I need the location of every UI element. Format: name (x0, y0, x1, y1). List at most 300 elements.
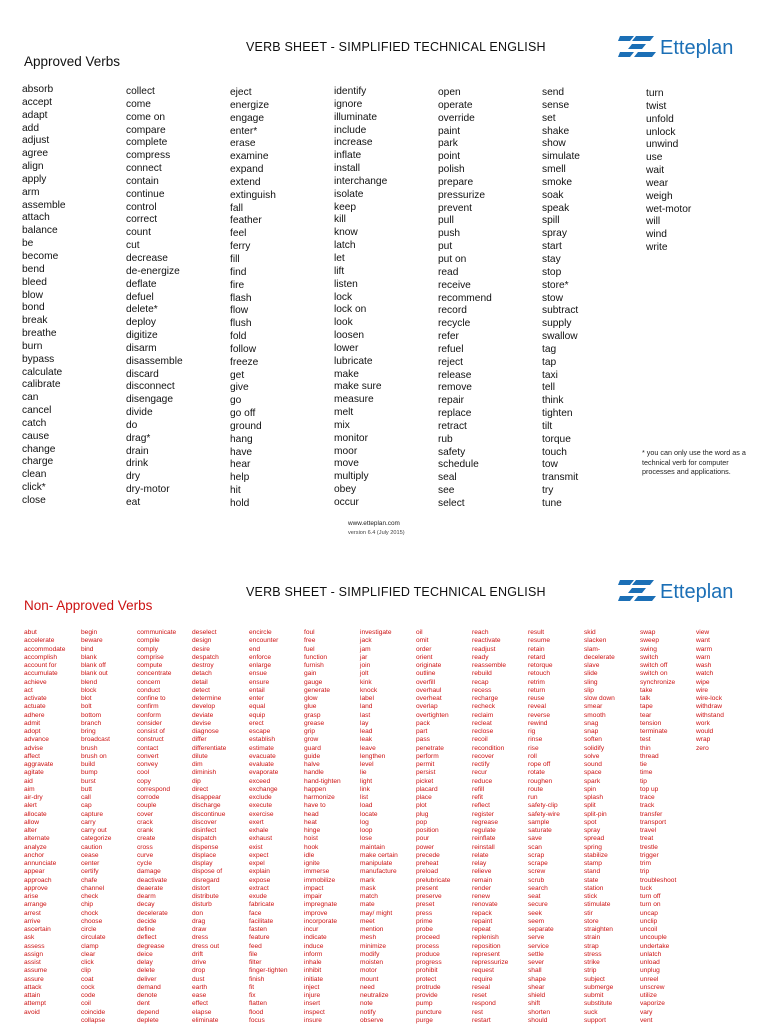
nonapproved-verb: degrease (137, 942, 165, 950)
nonapproved-verb: readjust (472, 645, 496, 653)
approved-verb: soak (542, 189, 564, 201)
approved-column-1 (22, 84, 66, 508)
nonapproved-verb: strain (584, 934, 601, 942)
nonapproved-verb: denote (137, 992, 158, 999)
approved-verb: ignore (334, 98, 363, 110)
nonapproved-verb: perform (416, 752, 439, 760)
approved-verb: store* (542, 279, 569, 291)
nonapproved-verb: maintain (360, 843, 385, 851)
nonapproved-verb: unscrew (640, 983, 665, 991)
nonapproved-verb: pump (416, 1000, 433, 1008)
nonapproved-verb: place (416, 794, 432, 801)
nonapproved-verb: unclip (640, 917, 658, 925)
nonapproved-verb: caution (81, 843, 103, 851)
approved-verb: hold (230, 498, 250, 509)
nonapproved-column-7 (360, 629, 398, 1024)
nonapproved-verb: submerge (584, 983, 614, 991)
nonapproved-verb: switch on (640, 670, 668, 678)
nonapproved-verb: ascertain (24, 926, 51, 933)
nonapproved-verb: impregnate (304, 901, 337, 909)
nonapproved-verb: secure (528, 901, 548, 909)
nonapproved-verb: pack (416, 719, 430, 727)
nonapproved-verb: enter (249, 695, 265, 702)
nonapproved-verb: evacuate (249, 752, 276, 760)
nonapproved-verb: suck (584, 1008, 598, 1016)
approved-verb: disassemble (126, 355, 183, 367)
approved-verb: start (542, 241, 562, 253)
approved-verb: smoke (542, 176, 573, 188)
nonapproved-verb: contact (137, 744, 159, 752)
nonapproved-verb: pass (416, 736, 430, 744)
nonapproved-verb: flatten (249, 1000, 267, 1008)
nonapproved-verb: depend (137, 1008, 160, 1016)
approved-verb: give (230, 382, 249, 394)
nonapproved-column-4 (192, 629, 226, 1024)
approved-verb: blow (22, 289, 43, 301)
nonapproved-verb: head (304, 810, 319, 818)
nonapproved-verb: result (528, 629, 545, 636)
nonapproved-verb: display (192, 860, 213, 867)
nonapproved-verb: unplug (640, 967, 660, 975)
approved-verb: examine (230, 151, 269, 163)
nonapproved-verb: uncoil (640, 926, 658, 933)
nonapproved-verb: refill (472, 785, 485, 793)
nonapproved-verb: inspect (304, 1008, 325, 1016)
nonapproved-verb: relieve (472, 868, 492, 876)
nonapproved-verb: renovate (472, 901, 498, 909)
approved-verb: put (438, 241, 453, 253)
approved-verb: loosen (334, 330, 365, 342)
approved-verb: wait (646, 165, 665, 177)
nonapproved-verb: sample (528, 818, 550, 826)
nonapproved-verb: make certain (360, 851, 398, 859)
nonapproved-verb: spot (584, 818, 597, 826)
nonapproved-verb: leak (360, 736, 373, 744)
nonapproved-verb: circle (81, 926, 97, 933)
approved-verb: let (334, 252, 345, 264)
nonapproved-verb: deplete (137, 1016, 159, 1024)
approved-verb: calculate (22, 366, 63, 378)
nonapproved-verb: jar (360, 653, 368, 661)
nonapproved-verb: erect (249, 719, 264, 727)
nonapproved-verb: tear (640, 711, 652, 719)
approved-verb: tell (542, 382, 556, 394)
nonapproved-verb: reposition (472, 942, 501, 950)
nonapproved-verb: crank (137, 827, 154, 834)
nonapproved-verb: restart (472, 1016, 491, 1024)
nonapproved-verb: represent (472, 950, 500, 958)
nonapproved-verb: affect (24, 752, 41, 760)
approved-verb: bend (22, 263, 45, 275)
nonapproved-verb: blank out (81, 670, 108, 678)
nonapproved-verb: subject (584, 975, 605, 983)
approved-verb: help (230, 472, 250, 484)
nonapproved-verb: grease (304, 719, 325, 727)
nonapproved-verb: alternate (24, 835, 50, 843)
approved-verb: can (22, 392, 39, 404)
nonapproved-verb: disregard (192, 876, 220, 884)
approved-verb: deploy (126, 317, 157, 329)
nonapproved-verb: ensure (249, 678, 270, 686)
approved-verb: tag (542, 343, 557, 355)
nonapproved-verb: corrode (137, 794, 160, 801)
approved-verb: fold (230, 331, 247, 343)
nonapproved-column-3 (137, 629, 176, 1024)
nonapproved-verb: fix (249, 992, 256, 999)
nonapproved-verb: rig (528, 728, 536, 735)
nonapproved-verb: talk (640, 695, 651, 702)
nonapproved-verb: shall (528, 967, 542, 975)
approved-verb: hit (230, 485, 241, 497)
approved-verb: breathe (22, 328, 57, 340)
nonapproved-verb: snag (584, 719, 599, 727)
nonapproved-verb: adopt (24, 728, 41, 735)
nonapproved-verb: adhere (24, 711, 45, 719)
nonapproved-verb: support (584, 1016, 606, 1024)
approved-column-3 (230, 87, 276, 511)
approved-verb: drain (126, 445, 149, 457)
nonapproved-verb: recess (472, 686, 492, 694)
nonapproved-verb: search (528, 884, 548, 892)
nonapproved-verb: inhibit (304, 967, 322, 975)
nonapproved-verb: discover (192, 818, 217, 826)
approved-verb: torque (542, 433, 571, 445)
approved-verb: align (22, 161, 44, 173)
approved-verb: dry-motor (126, 484, 170, 496)
approved-verb: go off (230, 408, 256, 420)
nonapproved-verb: induce (304, 942, 324, 950)
approved-verb: paint (438, 125, 461, 137)
nonapproved-verb: deviate (192, 711, 214, 719)
nonapproved-verb: halve (304, 761, 320, 768)
approved-verb: lift (334, 265, 345, 277)
nonapproved-verb: withdraw (696, 703, 723, 711)
approved-verb: catch (22, 417, 47, 429)
etteplan-logo-text: Etteplan (660, 580, 734, 603)
approved-verb: discard (126, 368, 159, 380)
nonapproved-verb: snap (584, 728, 599, 735)
nonapproved-verb: encircle (249, 629, 272, 636)
nonapproved-verb: save (528, 835, 542, 843)
nonapproved-verb: lead (360, 728, 373, 735)
nonapproved-verb: trestle (640, 843, 658, 851)
version-label: version 6.4 (July 2015) (348, 530, 405, 536)
nonapproved-verb: solve (584, 752, 600, 760)
nonapproved-verb: zero (696, 744, 709, 752)
nonapproved-verb: hook (304, 843, 319, 851)
nonapproved-verb: produce (416, 950, 440, 958)
nonapproved-verb: draw (192, 926, 207, 933)
approved-verb: twist (646, 100, 667, 112)
nonapproved-verb: splash (584, 794, 604, 801)
nonapproved-verb: accomplish (24, 653, 57, 661)
nonapproved-verb: render (472, 884, 492, 892)
nonapproved-verb: differentiate (192, 744, 227, 752)
nonapproved-verb: seat (528, 893, 541, 900)
nonapproved-verb: generate (304, 686, 331, 694)
nonapproved-verb: plug (416, 810, 429, 818)
approved-verb: break (22, 315, 48, 327)
nonapproved-verb: neutralize (360, 992, 389, 999)
nonapproved-verb: burst (81, 777, 96, 785)
nonapproved-verb: refit (472, 794, 483, 801)
nonapproved-verb: shorten (528, 1008, 550, 1016)
nonapproved-verb: deaerate (137, 884, 164, 892)
nonapproved-verb: load (360, 802, 373, 810)
nonapproved-verb: reassemble (472, 662, 507, 669)
nonapproved-verb: deice (137, 950, 153, 958)
nonapproved-verb: permit (416, 761, 435, 768)
approved-verb: dry (126, 471, 141, 483)
approved-verb: cut (126, 240, 140, 252)
nonapproved-verb: displace (192, 851, 217, 859)
nonapproved-verb: explain (249, 868, 270, 876)
approved-verb: adjust (22, 135, 50, 147)
nonapproved-verb: recheck (472, 703, 496, 711)
nonapproved-verb: present (416, 884, 438, 892)
approved-verb: polish (438, 164, 465, 176)
approved-verb: spray (542, 228, 567, 240)
approved-verb: cause (22, 430, 50, 442)
nonapproved-verb: grasp (304, 711, 321, 719)
nonapproved-verb: reinstall (472, 843, 495, 851)
nonapproved-verb: vaporize (640, 1000, 665, 1008)
nonapproved-verb: stick (584, 893, 598, 900)
nonapproved-verb: ease (192, 992, 207, 999)
nonapproved-verb: avoid (24, 1008, 40, 1016)
nonapproved-verb: recoil (472, 736, 488, 744)
nonapproved-verb: reseal (472, 983, 490, 991)
nonapproved-verb: picket (416, 777, 434, 785)
nonapproved-verb: withstand (696, 711, 724, 719)
approved-verb: arm (22, 186, 40, 198)
nonapproved-verb: route (528, 785, 544, 793)
nonapproved-verb: convert (137, 752, 159, 760)
nonapproved-verb: direct (192, 785, 209, 793)
nonapproved-verb: join (360, 662, 371, 669)
nonapproved-verb: circulate (81, 934, 106, 942)
nonapproved-verb: block (81, 686, 97, 694)
approved-verb: include (334, 124, 367, 136)
nonapproved-verb: proceed (416, 934, 440, 942)
nonapproved-verb: attain (24, 992, 41, 999)
nonapproved-verb: process (416, 942, 440, 950)
nonapproved-verb: foul (304, 629, 315, 636)
nonapproved-column-5 (249, 629, 288, 1024)
nonapproved-verb: mention (360, 926, 384, 933)
nonapproved-verb: penetrate (416, 744, 444, 752)
nonapproved-verb: jolt (360, 670, 369, 678)
nonapproved-verb: pour (416, 835, 430, 843)
nonapproved-verb: exchange (249, 785, 278, 793)
nonapproved-verb: register (472, 810, 494, 818)
nonapproved-verb: extract (249, 884, 269, 892)
approved-verb: multiply (334, 471, 369, 483)
approved-verb: delete* (126, 304, 158, 316)
nonapproved-verb: warn (696, 653, 711, 661)
nonapproved-verb: precede (416, 851, 440, 859)
nonapproved-verb: manipulate (360, 860, 393, 867)
nonapproved-verb: overlap (416, 703, 438, 711)
nonapproved-verb: transport (640, 818, 667, 826)
nonapproved-verb: actuate (24, 703, 46, 711)
nonapproved-verb: undertake (640, 942, 670, 950)
approved-verb: expand (230, 164, 264, 176)
nonapproved-verb: aim (24, 785, 35, 793)
approved-verb: subtract (542, 305, 579, 317)
nonapproved-verb: furnish (304, 662, 324, 669)
nonapproved-verb: consist of (137, 728, 165, 735)
nonapproved-verb: distort (192, 884, 210, 892)
approved-verb: do (126, 419, 138, 431)
approved-verb: bypass (22, 353, 55, 365)
approved-verb: fire (230, 279, 245, 291)
nonapproved-verb: chafe (81, 876, 98, 884)
nonapproved-verb: communicate (137, 629, 177, 636)
nonapproved-verb: reuse (528, 695, 545, 702)
nonapproved-verb: time (640, 769, 653, 777)
approved-verb: disengage (126, 394, 174, 406)
nonapproved-verb: air-dry (24, 794, 43, 801)
nonapproved-verb: mask (360, 884, 376, 892)
approved-verb: shake (542, 125, 570, 137)
nonapproved-verb: test (640, 736, 651, 744)
nonapproved-verb: decay (137, 901, 155, 909)
nonapproved-verbs-sheet (0, 560, 768, 1024)
nonapproved-verb: protrude (416, 983, 441, 991)
nonapproved-verb: land (360, 703, 373, 711)
nonapproved-verb: exhale (249, 827, 269, 834)
nonapproved-verb: match (360, 893, 378, 900)
nonapproved-verb: note (360, 1000, 373, 1008)
nonapproved-verb: position (416, 827, 439, 834)
nonapproved-verb: vent (640, 1016, 653, 1024)
nonapproved-verb: retrim (528, 678, 545, 686)
nonapproved-verb: scan (528, 843, 542, 851)
approved-verb: wear (646, 177, 669, 189)
nonapproved-verb: troubleshoot (640, 876, 677, 884)
nonapproved-verb: compute (137, 662, 163, 669)
approved-verb: try (542, 485, 554, 497)
approved-verb: stay (542, 253, 561, 265)
nonapproved-verb: grip (304, 728, 315, 735)
nonapproved-verb: bolt (81, 703, 92, 711)
nonapproved-verb: thread (640, 752, 659, 760)
approved-verb: fall (230, 202, 244, 214)
nonapproved-verb: equip (249, 711, 266, 719)
approved-column-2 (126, 86, 183, 510)
nonapproved-verb: mount (360, 975, 379, 983)
nonapproved-verb: rest (472, 1008, 483, 1016)
etteplan-logo-text: Etteplan (660, 36, 734, 59)
nonapproved-verb: encounter (249, 637, 279, 645)
nonapproved-verb: trip (640, 868, 650, 876)
nonapproved-verb: spring (584, 843, 602, 851)
sheet-title: VERB SHEET - SIMPLIFIED TECHNICAL ENGLISH (246, 40, 546, 54)
website-link[interactable]: www.etteplan.com (348, 520, 400, 527)
nonapproved-verb: shield (528, 992, 546, 999)
nonapproved-verb: comprise (137, 653, 164, 661)
nonapproved-verb: fabricate (249, 901, 275, 909)
nonapproved-verb: glow (304, 695, 318, 702)
approved-verb: make (334, 368, 359, 380)
nonapproved-verb: analyze (24, 843, 47, 851)
nonapproved-verb: slow down (584, 695, 615, 702)
nonapproved-verb: turn off (640, 893, 661, 900)
nonapproved-verb: recondition (472, 744, 505, 752)
nonapproved-verb: prime (416, 917, 433, 925)
nonapproved-verb: demand (137, 983, 161, 991)
nonapproved-verb: split (584, 802, 596, 810)
nonapproved-verb: shift (528, 1000, 541, 1008)
nonapproved-verb: don (192, 909, 204, 917)
nonapproved-verb: blend (81, 678, 98, 686)
nonapproved-verb: link (360, 785, 370, 793)
nonapproved-verb: fit (249, 983, 255, 991)
approved-verb: put on (438, 253, 467, 265)
approved-verb: move (334, 458, 359, 470)
nonapproved-verb: coincide (81, 1008, 106, 1016)
nonapproved-verb: regulate (472, 827, 496, 834)
approved-verb: interchange (334, 175, 388, 187)
nonapproved-verb: call (81, 794, 91, 801)
nonapproved-verb: create (137, 835, 156, 843)
nonapproved-verb: stabilize (584, 851, 608, 859)
nonapproved-verb: mate (360, 901, 375, 909)
nonapproved-verb: sever (528, 959, 545, 966)
nonapproved-verb: terminate (640, 728, 668, 735)
nonapproved-verb: watch (696, 670, 714, 678)
nonapproved-verb: utilize (640, 992, 657, 999)
nonapproved-verb: swap (640, 629, 656, 636)
nonapproved-verb: wire-lock (696, 695, 723, 702)
nonapproved-verb: warm (696, 645, 713, 653)
approved-verb: write (646, 242, 668, 254)
nonapproved-verb: manufacture (360, 868, 397, 876)
nonapproved-verb: knock (360, 686, 378, 694)
nonapproved-verb: annunciate (24, 860, 57, 867)
approved-verb: disconnect (126, 381, 175, 393)
approved-verb: disarm (126, 342, 157, 354)
nonapproved-verb: categorize (81, 835, 112, 843)
nonapproved-verb: request (472, 967, 494, 975)
nonapproved-verb: aggravate (24, 761, 54, 768)
approved-verb: seal (438, 472, 457, 484)
nonapproved-verb: wrap (696, 736, 711, 744)
nonapproved-verb: coil (81, 1000, 91, 1008)
nonapproved-verb: dispatch (192, 835, 217, 843)
nonapproved-verb: attack (24, 983, 42, 991)
nonapproved-verb: investigate (360, 629, 392, 636)
nonapproved-verb: click (81, 959, 94, 966)
nonapproved-verb: outline (416, 670, 436, 678)
nonapproved-verb: track (640, 802, 655, 810)
nonapproved-verb: incur (304, 926, 319, 933)
nonapproved-verb: would (696, 728, 714, 735)
approved-verb: refer (438, 331, 459, 343)
approved-verb: compress (126, 150, 171, 162)
approved-verb: count (126, 227, 151, 239)
nonapproved-verb: channel (81, 884, 105, 892)
nonapproved-verb: approve (24, 884, 48, 892)
nonapproved-verb: alert (24, 802, 37, 810)
nonapproved-verb: motor (360, 967, 377, 975)
approved-verb: come (126, 98, 151, 110)
approved-verb: isolate (334, 188, 364, 200)
nonapproved-verb: arise (24, 893, 39, 900)
nonapproved-verb: gauge (304, 678, 323, 686)
nonapproved-verb: code (81, 992, 96, 999)
